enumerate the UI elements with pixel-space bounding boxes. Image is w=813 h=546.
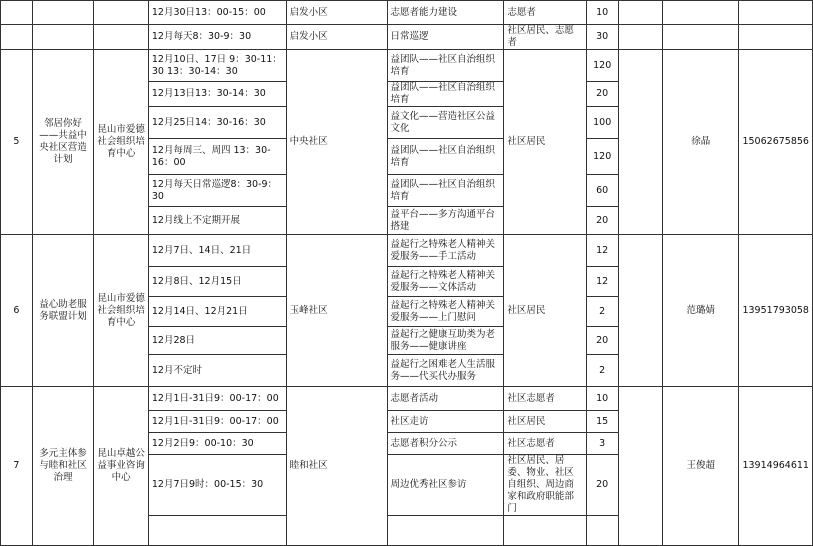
table-cell: 社区居民 (504, 411, 586, 433)
table-cell: 日常巡逻 (387, 25, 504, 50)
table-cell: 2 (586, 355, 618, 387)
table-cell (1, 1, 33, 25)
table-cell (586, 516, 618, 546)
table-cell: 志愿者 (504, 1, 586, 25)
table-cell (94, 1, 149, 25)
table-cell: 社区居民、志愿者 (504, 25, 586, 50)
table-cell: 12月2日9：00-10：30 (148, 433, 286, 455)
table-cell: 12月25日14：30-16：30 (148, 107, 286, 139)
table-body (1, 1, 813, 546)
table-cell (739, 25, 813, 50)
table-cell: 5 (1, 50, 33, 235)
table-cell: 社区居民、居委、物业、社区自组织、周边商家和政府职能部门 (504, 455, 586, 516)
table-cell: 昆山市爱德社会组织培育中心 (94, 235, 149, 387)
table-row (1, 1, 813, 25)
table-cell: 12月13日13：30-14：30 (148, 82, 286, 107)
table-cell: 12月不定时 (148, 355, 286, 387)
table-cell: 启发小区 (286, 25, 387, 50)
table-cell: 20 (586, 82, 618, 107)
table-row (1, 25, 813, 50)
table-cell: 玉峰社区 (286, 235, 387, 387)
table-cell: 12月30日13：00-15：00 (148, 1, 286, 25)
table-cell (32, 1, 94, 25)
table-cell: 12 (586, 235, 618, 267)
table-cell: 12月7日9时：00-15：30 (148, 455, 286, 516)
table-cell (618, 1, 663, 25)
table-cell: 6 (1, 235, 33, 387)
table-cell: 12 (586, 267, 618, 297)
table-cell: 志愿者积分公示 (387, 433, 504, 455)
table-cell: 3 (586, 433, 618, 455)
table-cell (148, 516, 286, 546)
table-cell (504, 516, 586, 546)
table-cell: 中央社区 (286, 50, 387, 235)
table-cell: 益起行之健康互助类为老服务——健康讲座 (387, 327, 504, 355)
table-cell (739, 1, 813, 25)
table-cell: 社区志愿者 (504, 387, 586, 411)
table-cell: 社区居民 (504, 235, 586, 387)
table-cell: 益平台——多方沟通平台搭建 (387, 207, 504, 235)
table-cell: 20 (586, 207, 618, 235)
table-cell: 2 (586, 297, 618, 327)
table-row (1, 235, 813, 267)
table-cell: 7 (1, 387, 33, 546)
table-cell: 社区志愿者 (504, 433, 586, 455)
table-cell: 15 (586, 411, 618, 433)
table-cell: 王俊超 (663, 387, 739, 546)
table-cell (618, 387, 663, 546)
table-cell: 120 (586, 139, 618, 175)
table-cell: 12月14日、12月21日 (148, 297, 286, 327)
table-cell: 15062675856 (739, 50, 813, 235)
table-cell: 12月每周三、周四 13：30-16：00 (148, 139, 286, 175)
table-cell: 邻居你好——共益中央社区营造计划 (32, 50, 94, 235)
table-cell: 10 (586, 1, 618, 25)
table-cell: 益起行之特殊老人精神关爱服务——文体活动 (387, 267, 504, 297)
table-cell: 益起行之特殊老人精神关爱服务——上门慰问 (387, 297, 504, 327)
table-cell: 志愿者活动 (387, 387, 504, 411)
table-cell: 10 (586, 387, 618, 411)
table-cell: 30 (586, 25, 618, 50)
table-cell: 12月线上不定期开展 (148, 207, 286, 235)
table-cell: 益团队——社区自治组织培育 (387, 139, 504, 175)
table-cell: 20 (586, 455, 618, 516)
table-cell: 睦和社区 (286, 387, 387, 546)
table-row (1, 50, 813, 82)
table-cell: 启发小区 (286, 1, 387, 25)
table-cell: 12月7日、14日、21日 (148, 235, 286, 267)
table-cell (94, 25, 149, 50)
table-cell (663, 25, 739, 50)
table-cell: 社区居民 (504, 50, 586, 235)
table-cell: 12月8日、12月15日 (148, 267, 286, 297)
table-cell (663, 1, 739, 25)
table-cell (618, 50, 663, 235)
table-cell: 12月每天8：30-9：30 (148, 25, 286, 50)
table-cell: 志愿者能力建设 (387, 1, 504, 25)
table-cell: 12月28日 (148, 327, 286, 355)
table-cell (1, 25, 33, 50)
table-cell: 益起行之困难老人生活服务——代买代办服务 (387, 355, 504, 387)
table-cell: 范璐婧 (663, 235, 739, 387)
table-cell: 益起行之特殊老人精神关爱服务——手工活动 (387, 235, 504, 267)
table-cell (618, 25, 663, 50)
table-cell: 13951793058 (739, 235, 813, 387)
table-cell: 益心助老服务联盟计划 (32, 235, 94, 387)
table-cell: 20 (586, 327, 618, 355)
table-cell: 12月1日-31日9：00-17：00 (148, 411, 286, 433)
table-cell: 多元主体参与睦和社区治理 (32, 387, 94, 546)
table-cell: 100 (586, 107, 618, 139)
table-cell: 13914964611 (739, 387, 813, 546)
table-cell: 周边优秀社区参访 (387, 455, 504, 516)
table-cell (32, 25, 94, 50)
table-cell: 12月10日、17日 9：30-11：30 13：30-14：30 (148, 50, 286, 82)
table-cell: 60 (586, 175, 618, 207)
table-cell: 益团队——社区自治组织培育 (387, 50, 504, 82)
table-cell: 社区走访 (387, 411, 504, 433)
table-cell (387, 516, 504, 546)
table-cell: 12月每天日常巡逻8：30-9：30 (148, 175, 286, 207)
table-cell: 昆山卓越公益事业咨询中心 (94, 387, 149, 546)
table-cell: 120 (586, 50, 618, 82)
table-cell: 12月1日-31日9：00-17：00 (148, 387, 286, 411)
table-cell (618, 235, 663, 387)
table-cell: 益文化——营造社区公益文化 (387, 107, 504, 139)
table-cell: 徐晶 (663, 50, 739, 235)
table-cell: 益团队——社区自治组织培育 (387, 82, 504, 107)
table-cell: 昆山市爱德社会组织培育中心 (94, 50, 149, 235)
table-row (1, 387, 813, 411)
table-cell: 益团队——社区自治组织培育 (387, 175, 504, 207)
